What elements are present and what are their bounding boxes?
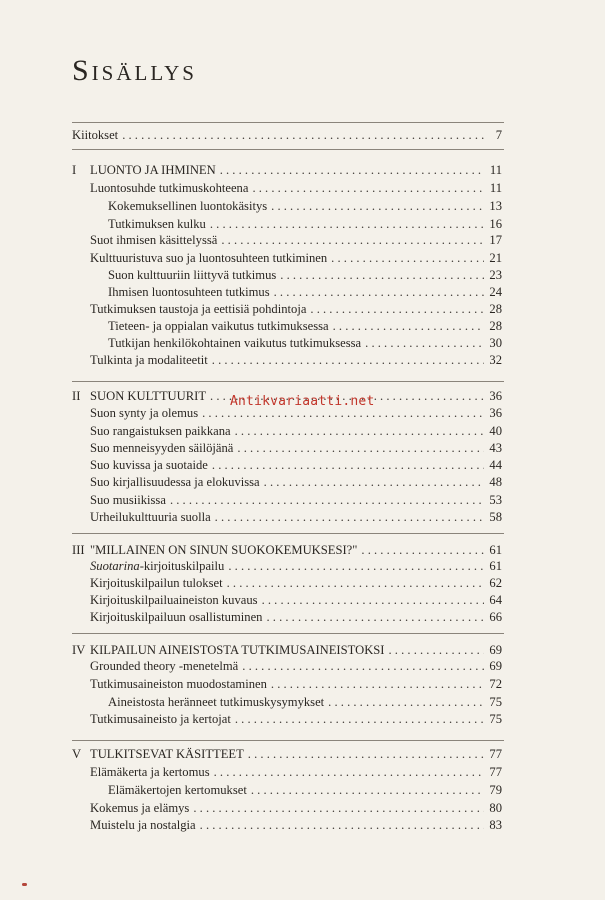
toc-entry-title-italic: Suotarina bbox=[90, 559, 140, 573]
page-number: 53 bbox=[489, 493, 502, 507]
page-number: 40 bbox=[489, 424, 502, 438]
toc-entry bbox=[72, 196, 502, 216]
toc-entry bbox=[72, 709, 502, 729]
page-number: 11 bbox=[489, 163, 502, 177]
toc-entry-title: Suo kuvissa ja suotaide bbox=[90, 458, 208, 472]
toc-entry-title: Suo musiikissa bbox=[90, 493, 166, 507]
table-of-contents bbox=[72, 0, 502, 900]
page-number: 36 bbox=[489, 406, 502, 420]
page-number: 23 bbox=[489, 268, 502, 282]
dot-leader bbox=[251, 780, 484, 800]
toc-entry bbox=[72, 125, 502, 145]
dot-leader bbox=[221, 230, 484, 250]
page-number: 30 bbox=[489, 336, 502, 350]
page-number: 62 bbox=[489, 576, 502, 590]
toc-entry bbox=[72, 674, 502, 694]
toc-entry-title: Suo rangaistuksen paikkana bbox=[90, 424, 231, 438]
page-number: 61 bbox=[489, 543, 502, 557]
dot-leader bbox=[212, 350, 484, 370]
toc-entry-title-rest: -kirjoituskilpailu bbox=[139, 559, 225, 573]
toc-entry-title: Muistelu ja nostalgia bbox=[90, 818, 196, 832]
page-number: 48 bbox=[489, 475, 502, 489]
dot-leader bbox=[235, 709, 484, 729]
page-number: 16 bbox=[489, 217, 502, 231]
toc-entry bbox=[72, 230, 502, 250]
toc-entry-title: Suon kulttuuriin liittyvä tutkimus bbox=[108, 268, 277, 282]
toc-entry-title: Elämäkertojen kertomukset bbox=[108, 783, 247, 797]
dot-leader bbox=[220, 160, 484, 180]
dot-leader bbox=[214, 762, 484, 782]
page-number: 32 bbox=[489, 353, 502, 367]
toc-entry-title: Kiitokset bbox=[72, 128, 119, 142]
page-number: 44 bbox=[489, 458, 502, 472]
page-number: 69 bbox=[489, 643, 502, 657]
toc-entry-title: Kirjoituskilpailuun osallistuminen bbox=[90, 610, 263, 624]
page-number: 7 bbox=[495, 128, 502, 142]
toc-entry-title: Kirjoituskilpailuaineiston kuvaus bbox=[90, 593, 258, 607]
page-number: 58 bbox=[489, 510, 502, 524]
dot-leader bbox=[122, 125, 484, 145]
chapter-number: II bbox=[72, 389, 81, 403]
toc-entry-title: Tutkimusaineiston muodostaminen bbox=[90, 677, 267, 691]
page-number: 28 bbox=[489, 302, 502, 316]
toc-entry-title: Tutkimusaineisto ja kertojat bbox=[90, 712, 231, 726]
page-number: 11 bbox=[489, 181, 502, 195]
toc-entry-title: Tutkijan henkilökohtainen vaikutus tutkimuksessa bbox=[108, 336, 362, 350]
toc-entry-title: Tieteen- ja oppialan vaikutus tutkimuksessa bbox=[108, 319, 329, 333]
page-number: 80 bbox=[489, 801, 502, 815]
page-number: 43 bbox=[489, 441, 502, 455]
toc-entry-title: KILPAILUN AINEISTOSTA TUTKIMUSAINEISTOKSI bbox=[90, 643, 385, 657]
toc-entry-title: Kirjoituskilpailun tulokset bbox=[90, 576, 223, 590]
page-number: 61 bbox=[489, 559, 502, 573]
page-number: 13 bbox=[489, 199, 502, 213]
dot-leader bbox=[215, 507, 484, 527]
page-number: 64 bbox=[489, 593, 502, 607]
chapter-number: V bbox=[72, 747, 82, 761]
toc-entry-title: TULKITSEVAT KÄSITTEET bbox=[90, 747, 244, 761]
toc-entry-title: Elämäkerta ja kertomus bbox=[90, 765, 210, 779]
chapter-number: III bbox=[72, 543, 85, 557]
toc-entry bbox=[72, 160, 502, 180]
dot-leader bbox=[271, 196, 484, 216]
toc-entry-title: Suo kirjallisuudessa ja elokuvissa bbox=[90, 475, 260, 489]
toc-entry bbox=[72, 744, 502, 764]
toc-entry-title: Ihmisen luontosuhteen tutkimus bbox=[108, 285, 270, 299]
dot-leader bbox=[252, 178, 484, 198]
chapter-number: IV bbox=[72, 643, 86, 657]
chapter-number: I bbox=[72, 163, 77, 177]
toc-entry bbox=[72, 656, 502, 676]
toc-entry-title: Tutkimuksen taustoja ja eettisiä pohdintoja bbox=[90, 302, 307, 316]
toc-entry bbox=[72, 815, 502, 835]
watermark-text: Antikvariaatti.net bbox=[230, 394, 375, 409]
toc-entry-title: Kokemuksellinen luontokäsitys bbox=[108, 199, 268, 213]
toc-entry-title: SUON KULTTUURIT bbox=[90, 389, 207, 403]
toc-entry-title: Tulkinta ja modaliteetit bbox=[90, 353, 208, 367]
toc-entry bbox=[72, 507, 502, 527]
page-number: 17 bbox=[489, 233, 502, 247]
page-number: 66 bbox=[489, 610, 502, 624]
page-number: 36 bbox=[489, 389, 502, 403]
toc-entry-title: Kulttuuristuva suo ja luontosuhteen tutkiminen bbox=[90, 251, 328, 265]
toc-entry-title: "MILLAINEN ON SINUN SUOKOKEMUKSESI?" bbox=[90, 543, 358, 557]
toc-entry bbox=[72, 472, 502, 492]
page-number: 75 bbox=[489, 712, 502, 726]
toc-entry bbox=[72, 350, 502, 370]
toc-entry-title: Luontosuhde tutkimuskohteena bbox=[90, 181, 249, 195]
dot-leader bbox=[248, 744, 484, 764]
page-number: 28 bbox=[489, 319, 502, 333]
page-number: 75 bbox=[489, 695, 502, 709]
page-number: 72 bbox=[489, 677, 502, 691]
page-number: 21 bbox=[489, 251, 502, 265]
toc-entry-title: Tutkimuksen kulku bbox=[108, 217, 206, 231]
toc-entry-title: Kokemus ja elämys bbox=[90, 801, 190, 815]
dot-leader bbox=[266, 607, 484, 627]
page-number: 77 bbox=[489, 747, 502, 761]
dot-leader bbox=[264, 472, 484, 492]
page-number: 77 bbox=[489, 765, 502, 779]
toc-entry-title: LUONTO JA IHMINEN bbox=[90, 163, 216, 177]
dot-leader bbox=[242, 656, 484, 676]
toc-entry bbox=[72, 607, 502, 627]
page-number: 79 bbox=[489, 783, 502, 797]
toc-entry-title: Suon synty ja olemus bbox=[90, 406, 199, 420]
paper-speck bbox=[22, 883, 27, 886]
toc-entry-title: Grounded theory -menetelmä bbox=[90, 659, 239, 673]
toc-entry-title: Aineistosta heränneet tutkimuskysymykset bbox=[108, 695, 325, 709]
toc-entry-title: Urheilukulttuuria suolla bbox=[90, 510, 211, 524]
page-title: Sisällys bbox=[72, 54, 197, 87]
page-number: 24 bbox=[489, 285, 502, 299]
dot-leader bbox=[200, 815, 484, 835]
toc-entry bbox=[72, 762, 502, 782]
toc-entry-title: Suo menneisyyden säilöjänä bbox=[90, 441, 234, 455]
dot-leader bbox=[271, 674, 484, 694]
page-number: 69 bbox=[489, 659, 502, 673]
toc-entry bbox=[72, 178, 502, 198]
toc-entry bbox=[72, 780, 502, 800]
page-number: 83 bbox=[489, 818, 502, 832]
toc-entry-title: Suot ihmisen käsittelyssä bbox=[90, 233, 218, 247]
